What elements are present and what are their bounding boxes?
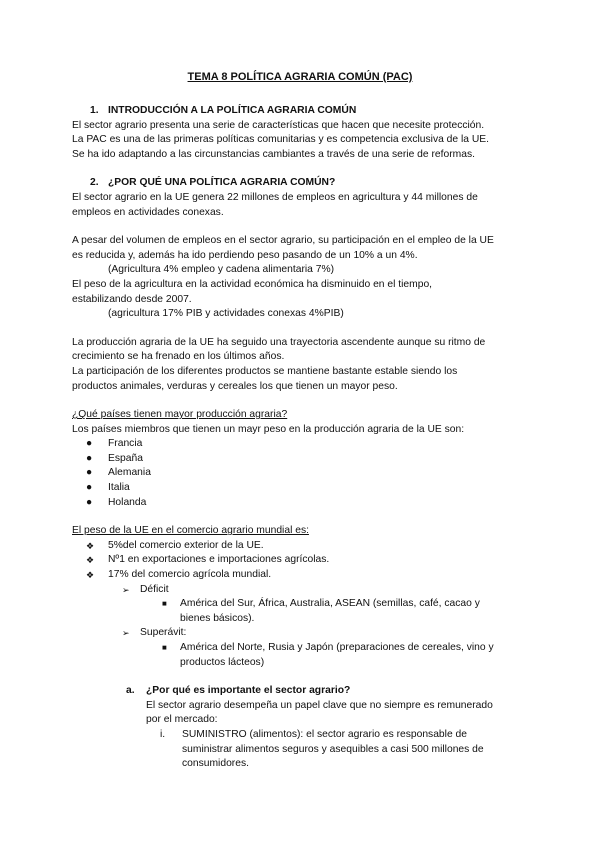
subsection-a-title: ¿Por qué es importante el sector agrario? [146, 685, 351, 697]
subsection-a-marker: a. [126, 685, 135, 697]
participation-paragraph: A pesar del volumen de empleos en el sector agrario, su participación en el empleo de la UE [72, 235, 494, 247]
arrow-bullet-icon: ➢ [122, 584, 130, 595]
section-1-heading [72, 104, 542, 119]
country-label: Italia [108, 482, 130, 494]
countries-question: ¿Qué países tienen mayor producción agraria? [72, 409, 288, 421]
surplus-line: América del Norte, Rusia y Japón (preparaciones de cereales, vino y [180, 642, 494, 653]
subsection-a-line: por el mercado: [146, 714, 218, 726]
list-item [72, 481, 542, 496]
section-1-line: Se ha ido adaptando a las circunstancias cambiantes a través de una serie de reformas. [72, 148, 475, 160]
production-paragraph: productos animales, verduras y cereales los que tienen un mayor peso. [72, 380, 398, 392]
square-bullet-icon: ■ [162, 643, 167, 652]
production-paragraph: La participación de los diferentes productos se mantiene bastante estable siendo los [72, 365, 458, 377]
countries-list [72, 437, 542, 510]
bullet-icon: ● [86, 452, 93, 464]
trade-list [72, 539, 542, 583]
country-label: España [108, 452, 143, 464]
bullet-icon: ● [86, 467, 93, 479]
deficit-detail [72, 597, 542, 626]
supply-line: consumidores. [182, 758, 249, 770]
country-label: Holanda [108, 496, 147, 508]
section-1-title: INTRODUCCIÓN A LA POLÍTICA AGRARIA COMÚN [108, 105, 357, 116]
list-item [72, 437, 542, 452]
countries-intro: Los países miembros que tienen un mayr peso en la producción agraria de la UE son: [72, 423, 465, 435]
deficit-line: América del Sur, África, Australia, ASEAN (semillas, café, cacao y [180, 598, 480, 610]
square-bullet-icon: ■ [162, 599, 167, 609]
country-label: Francia [108, 438, 143, 450]
section-1-line: La PAC es una de las primeras políticas comunitarias y es competencia exclusiva de la UE. [72, 134, 490, 146]
document-title: TEMA 8 POLÍTICA AGRARIA COMÚN (PAC) [187, 71, 413, 83]
bullet-icon: ● [86, 438, 93, 450]
economic-weight-note: (agricultura 17% PIB y actividades conexas 4%PIB) [108, 308, 344, 320]
deficit-item [72, 583, 542, 598]
surplus-item [72, 626, 542, 641]
list-item [72, 553, 542, 568]
employment-paragraph: empleos en actividades conexas. [72, 206, 224, 218]
section-2-heading [72, 176, 542, 191]
participation-note: (Agricultura 4% empleo y cadena alimentaria 7%) [108, 264, 335, 276]
list-item [72, 496, 542, 511]
diamond-bullet-icon: ❖ [86, 555, 95, 566]
roman-numeral-marker: i. [160, 728, 166, 740]
list-item [72, 466, 542, 481]
arrow-bullet-icon: ➢ [122, 628, 130, 639]
employment-paragraph: El sector agrario en la UE genera 22 millones de empleos en agricultura y 44 millones de [72, 191, 478, 203]
diamond-bullet-icon: ❖ [86, 540, 95, 551]
section-1-line: El sector agrario presenta una serie de características que hacen que necesite protección. [72, 119, 485, 131]
supply-line: SUMINISTRO (alimentos): el sector agrario es responsable de [182, 728, 467, 740]
subsection-a-heading [72, 684, 542, 699]
bullet-icon: ● [86, 482, 93, 494]
country-label: Alemania [108, 467, 151, 479]
section-2-number: 2. [90, 177, 99, 189]
deficit-line: bienes básicos). [180, 612, 255, 624]
economic-weight-paragraph: El peso de la agricultura en la actividad económica ha disminuido en el tiempo, [72, 278, 433, 290]
section-1-number: 1. [90, 105, 99, 116]
participation-paragraph: es reducida y, además ha ido perdiendo peso pasando de un 10% a un 4%. [72, 249, 418, 261]
trade-item-label: Nº1 en exportaciones e importaciones agrícolas. [108, 554, 330, 566]
trade-item-label: 5%del comercio exterior de la UE. [108, 539, 264, 551]
section-2-title: ¿POR QUÉ UNA POLÍTICA AGRARIA COMÚN? [108, 177, 336, 189]
list-item [72, 568, 542, 583]
economic-weight-paragraph: estabilizando desde 2007. [72, 293, 192, 305]
diamond-bullet-icon: ❖ [86, 570, 95, 581]
document-body [72, 104, 542, 772]
surplus-line: productos lácteos) [180, 656, 265, 668]
supply-line: suministrar alimentos seguros y asequibles a casi 500 millones de [182, 743, 484, 755]
surplus-detail [72, 641, 542, 670]
deficit-label: Déficit [140, 583, 169, 595]
production-paragraph: La producción agraria de la UE ha seguido una trayectoria ascendente aunque su ritmo de [72, 336, 486, 348]
subsection-a-line: El sector agrario desempeña un papel clave que no siempre es remunerado [146, 699, 493, 711]
list-item [72, 452, 542, 467]
list-item [72, 539, 542, 554]
bullet-icon: ● [86, 496, 93, 508]
supply-item [72, 728, 542, 772]
surplus-label: Superávit: [140, 627, 187, 639]
production-paragraph: crecimiento se ha frenado en los últimos años. [72, 351, 285, 363]
trade-item-label: 17% del comercio agrícola mundial. [108, 569, 272, 581]
trade-heading: El peso de la UE en el comercio agrario mundial es: [72, 525, 309, 537]
